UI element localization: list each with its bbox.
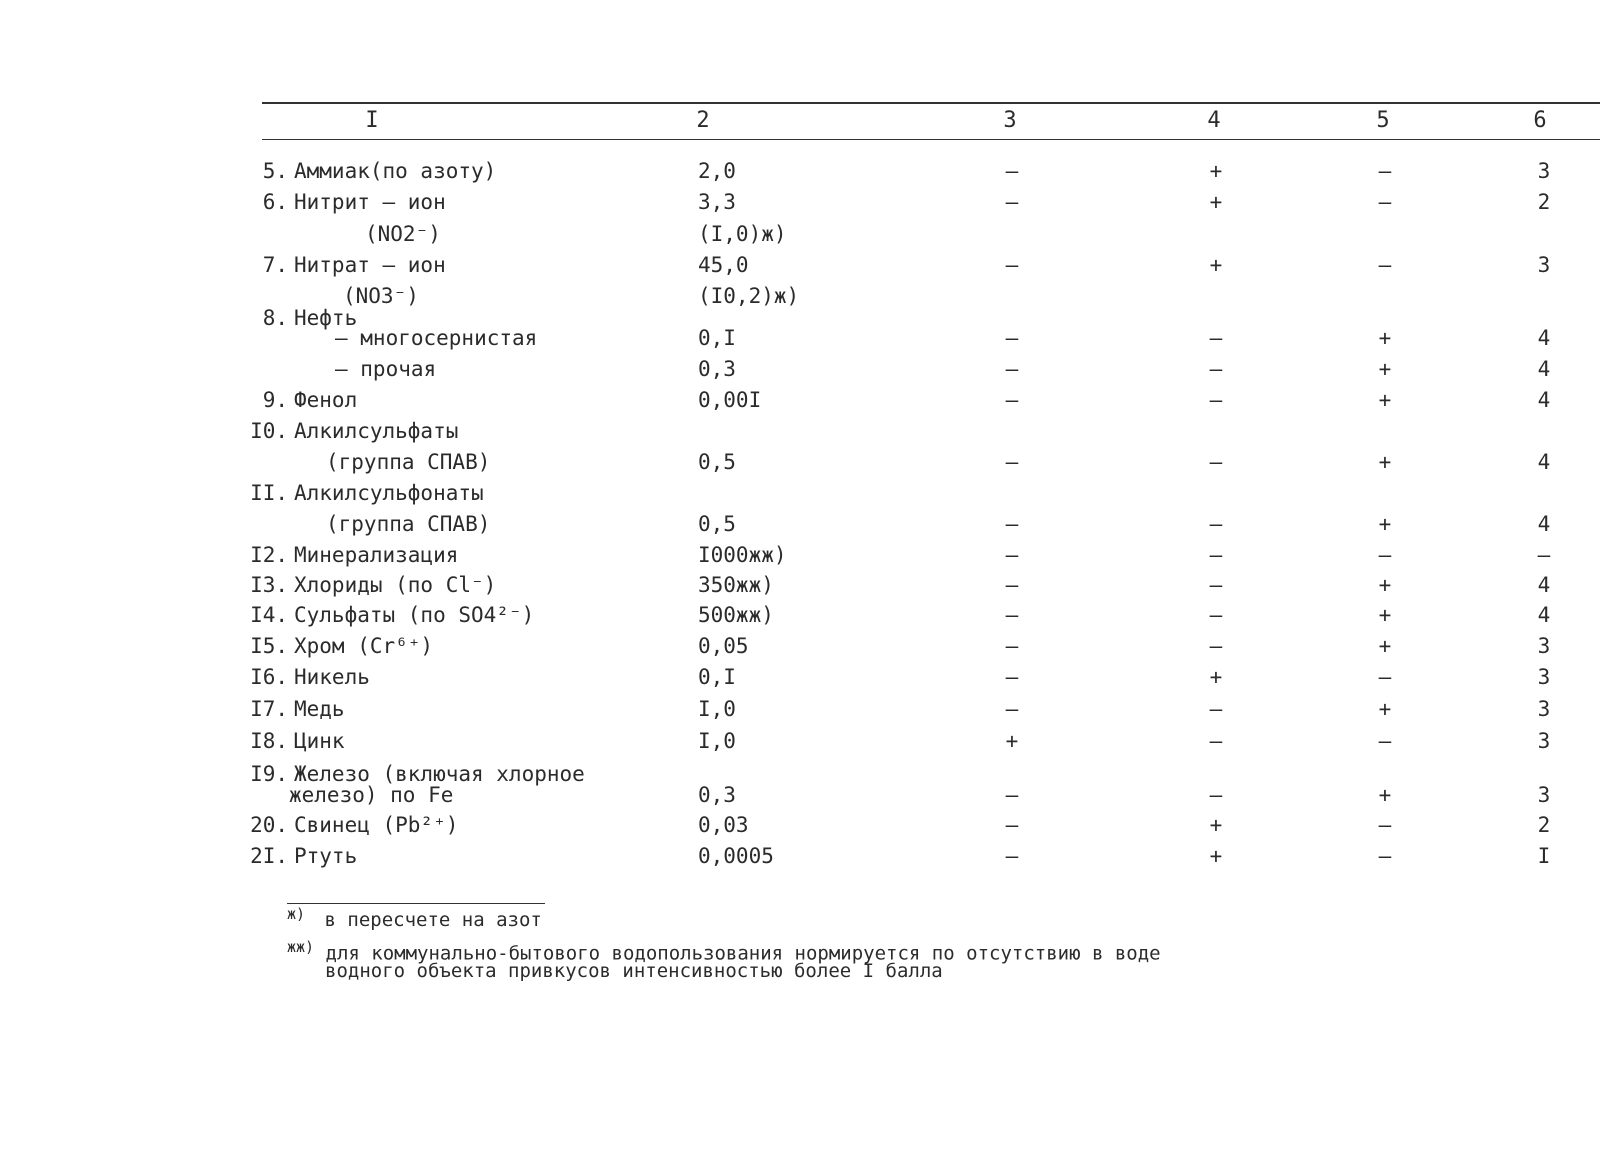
substance-name: Железо (включая хлорное — [294, 762, 585, 786]
col3-mark: – — [1005, 326, 1019, 350]
limit-value: 0,03 — [698, 813, 749, 837]
col5-mark: + — [1378, 634, 1392, 658]
limit-value: 0,05 — [698, 634, 749, 658]
hazard-class: 3 — [1537, 253, 1551, 277]
substance-name: (группа СПАВ) — [326, 450, 491, 474]
table-top-rule — [262, 102, 1600, 104]
row-number: 9. — [262, 388, 288, 412]
col4-mark: + — [1209, 190, 1223, 214]
col4-mark: – — [1209, 603, 1223, 627]
substance-name: (группа СПАВ) — [326, 512, 491, 536]
substance-cell — [234, 662, 370, 692]
table-row — [0, 841, 1600, 871]
substance-name: железо) по Fe — [289, 783, 454, 807]
table-row — [0, 385, 1600, 415]
limit-value: (I0,2)ж) — [698, 284, 800, 308]
col4-mark: – — [1209, 388, 1223, 412]
limit-value: 0,I — [698, 665, 736, 689]
substance-cell — [234, 631, 433, 661]
limit-value: 0,5 — [698, 450, 736, 474]
limit-value: 0,3 — [698, 357, 736, 381]
substance-name: Нефть — [294, 306, 358, 330]
substance-cell — [234, 570, 496, 600]
column-header-4: 4 — [1207, 108, 1221, 133]
substance-cell — [326, 509, 490, 539]
row-number: I2. — [250, 543, 288, 567]
table-row — [0, 694, 1600, 724]
table-row — [0, 447, 1600, 477]
col3-mark: – — [1005, 512, 1019, 536]
limit-value: 45,0 — [698, 253, 749, 277]
substance-cell — [289, 780, 453, 810]
substance-name: Ртуть — [294, 844, 358, 868]
table-row — [0, 509, 1600, 539]
hazard-class: 3 — [1537, 634, 1551, 658]
table-row — [0, 540, 1600, 570]
row-number: 20. — [250, 813, 288, 837]
substance-cell — [234, 478, 484, 508]
limit-value: 0,I — [698, 326, 736, 350]
row-number: II. — [250, 481, 288, 505]
table-row — [0, 570, 1600, 600]
row-number: 8. — [262, 306, 288, 330]
substance-cell — [234, 156, 496, 186]
substance-name: Аммиак(по азоту) — [294, 159, 497, 183]
col3-mark: – — [1005, 388, 1019, 412]
col4-mark: – — [1209, 543, 1223, 567]
table-row — [0, 219, 1600, 249]
footnote-2-continued — [325, 960, 943, 982]
substance-cell — [365, 219, 441, 249]
limit-value: (I,0)ж) — [698, 222, 787, 246]
hazard-class: 3 — [1537, 729, 1551, 753]
limit-value: I,0 — [698, 697, 736, 721]
hazard-class: 4 — [1537, 326, 1551, 350]
table-row — [0, 354, 1600, 384]
col4-mark: – — [1209, 783, 1223, 807]
col5-mark: + — [1378, 573, 1392, 597]
hazard-class: 4 — [1537, 450, 1551, 474]
footnote-text: для коммунально-бытового водопользования нормируется по отсутствию в воде — [325, 942, 1161, 965]
footnote-text: водного объекта привкусов интенсивностью более I балла — [325, 960, 943, 982]
col4-mark: + — [1209, 813, 1223, 837]
row-number: I3. — [250, 573, 288, 597]
substance-name: Фенол — [294, 388, 358, 412]
limit-value: 0,5 — [698, 512, 736, 536]
row-number: I0. — [250, 419, 288, 443]
table-row — [0, 416, 1600, 446]
hazard-class: 4 — [1537, 573, 1551, 597]
col3-mark: – — [1005, 159, 1019, 183]
substance-name: (NO2⁻) — [365, 222, 441, 246]
col5-mark: + — [1378, 512, 1392, 536]
hazard-class: 3 — [1537, 665, 1551, 689]
col5-mark: + — [1378, 326, 1392, 350]
col4-mark: + — [1209, 159, 1223, 183]
col3-mark: – — [1005, 543, 1019, 567]
substance-cell — [335, 354, 436, 384]
col3-mark: – — [1005, 844, 1019, 868]
limit-value: 350жж) — [698, 573, 774, 597]
col5-mark: + — [1378, 603, 1392, 627]
footnote-mark: жж) — [287, 938, 315, 956]
hazard-class: 4 — [1537, 357, 1551, 381]
substance-name: Минерализация — [294, 543, 459, 567]
table-row — [0, 631, 1600, 661]
col4-mark: – — [1209, 512, 1223, 536]
column-header-3: 3 — [1003, 108, 1017, 133]
row-number: 6. — [262, 190, 288, 214]
hazard-class: 3 — [1537, 697, 1551, 721]
substance-name: Сульфаты (по SO4²⁻) — [294, 603, 535, 627]
substance-name: Алкилсульфаты — [294, 419, 459, 443]
col5-mark: – — [1378, 813, 1392, 837]
col3-mark: – — [1005, 603, 1019, 627]
substance-name: Алкилсульфонаты — [294, 481, 484, 505]
table-row — [0, 780, 1600, 810]
column-header-2: 2 — [696, 108, 710, 133]
substance-cell — [234, 600, 534, 630]
row-number: I4. — [250, 603, 288, 627]
row-number: I7. — [250, 697, 288, 721]
substance-name: (NO3⁻) — [343, 284, 419, 308]
substance-name: Нитрит – ион — [294, 190, 446, 214]
col4-mark: + — [1209, 665, 1223, 689]
footnote-1 — [287, 905, 542, 931]
hazard-class: 2 — [1537, 813, 1551, 837]
col3-mark: – — [1005, 357, 1019, 381]
substance-cell — [234, 810, 458, 840]
hazard-class: 3 — [1537, 783, 1551, 807]
col4-mark: – — [1209, 729, 1223, 753]
substance-name: Хлориды (по Cl⁻) — [294, 573, 497, 597]
col4-mark: – — [1209, 634, 1223, 658]
col4-mark: – — [1209, 357, 1223, 381]
table-row — [0, 600, 1600, 630]
substance-name: Хром (Cr⁶⁺) — [294, 634, 434, 658]
substance-name: – многосернистая — [335, 326, 538, 350]
col5-mark: – — [1378, 253, 1392, 277]
col3-mark: – — [1005, 813, 1019, 837]
limit-value: I000жж) — [698, 543, 787, 567]
footnote-text: в пересчете на азот — [324, 909, 542, 932]
footnote-mark: ж) — [287, 905, 306, 923]
col4-mark: – — [1209, 697, 1223, 721]
col3-mark: – — [1005, 634, 1019, 658]
col5-mark: – — [1378, 844, 1392, 868]
hazard-class: 4 — [1537, 388, 1551, 412]
limit-value: 3,3 — [698, 190, 736, 214]
hazard-class: 4 — [1537, 603, 1551, 627]
col5-mark: – — [1378, 729, 1392, 753]
row-number: 7. — [262, 253, 288, 277]
col4-mark: – — [1209, 326, 1223, 350]
row-number: 5. — [262, 159, 288, 183]
hazard-class: 2 — [1537, 190, 1551, 214]
substance-cell — [234, 187, 446, 217]
col3-mark: – — [1005, 253, 1019, 277]
table-row — [0, 726, 1600, 756]
substance-cell — [335, 323, 537, 353]
table-row — [0, 323, 1600, 353]
row-number: I9. — [250, 762, 288, 786]
substance-cell — [326, 447, 490, 477]
col3-mark: – — [1005, 697, 1019, 721]
substance-cell — [234, 694, 345, 724]
limit-value: 0,3 — [698, 783, 736, 807]
limit-value: 0,0005 — [698, 844, 774, 868]
row-number: I6. — [250, 665, 288, 689]
substance-name: Никель — [294, 665, 370, 689]
limit-value: I,0 — [698, 729, 736, 753]
substance-cell — [234, 250, 446, 280]
col5-mark: + — [1378, 783, 1392, 807]
substance-name: Цинк — [294, 729, 345, 753]
col5-mark: – — [1378, 190, 1392, 214]
substance-cell — [234, 416, 458, 446]
col5-mark: – — [1378, 543, 1392, 567]
col5-mark: – — [1378, 665, 1392, 689]
substance-name: Свинец (Pb²⁺) — [294, 813, 459, 837]
col3-mark: – — [1005, 190, 1019, 214]
table-row — [0, 662, 1600, 692]
column-header-6: 6 — [1533, 108, 1547, 133]
hazard-class: 4 — [1537, 512, 1551, 536]
col3-mark: – — [1005, 783, 1019, 807]
col5-mark: + — [1378, 697, 1392, 721]
limit-value: 500жж) — [698, 603, 774, 627]
table-row — [0, 156, 1600, 186]
row-number: I5. — [250, 634, 288, 658]
col5-mark: – — [1378, 159, 1392, 183]
substance-name: Нитрат – ион — [294, 253, 446, 277]
col5-mark: + — [1378, 450, 1392, 474]
substance-cell — [234, 726, 345, 756]
column-header-1: I — [365, 108, 379, 133]
hazard-class: I — [1537, 844, 1551, 868]
col5-mark: + — [1378, 357, 1392, 381]
col4-mark: – — [1209, 573, 1223, 597]
substance-name: – прочая — [335, 357, 437, 381]
table-row — [0, 810, 1600, 840]
limit-value: 0,00I — [698, 388, 762, 412]
col4-mark: – — [1209, 450, 1223, 474]
table-row — [0, 478, 1600, 508]
table-row — [0, 250, 1600, 280]
limit-value: 2,0 — [698, 159, 736, 183]
col4-mark: + — [1209, 844, 1223, 868]
col5-mark: + — [1378, 388, 1392, 412]
col3-mark: – — [1005, 450, 1019, 474]
table-header-rule — [262, 139, 1600, 140]
col3-mark: + — [1005, 729, 1019, 753]
footnote-rule — [287, 903, 545, 904]
col3-mark: – — [1005, 665, 1019, 689]
col4-mark: + — [1209, 253, 1223, 277]
substance-cell — [234, 540, 458, 570]
column-header-5: 5 — [1376, 108, 1390, 133]
col3-mark: – — [1005, 573, 1019, 597]
row-number: I8. — [250, 729, 288, 753]
substance-name: Медь — [294, 697, 345, 721]
row-number: 2I. — [250, 844, 288, 868]
hazard-class: – — [1537, 543, 1551, 567]
hazard-class: 3 — [1537, 159, 1551, 183]
table-row — [0, 187, 1600, 217]
substance-cell — [234, 841, 357, 871]
substance-cell — [234, 385, 357, 415]
